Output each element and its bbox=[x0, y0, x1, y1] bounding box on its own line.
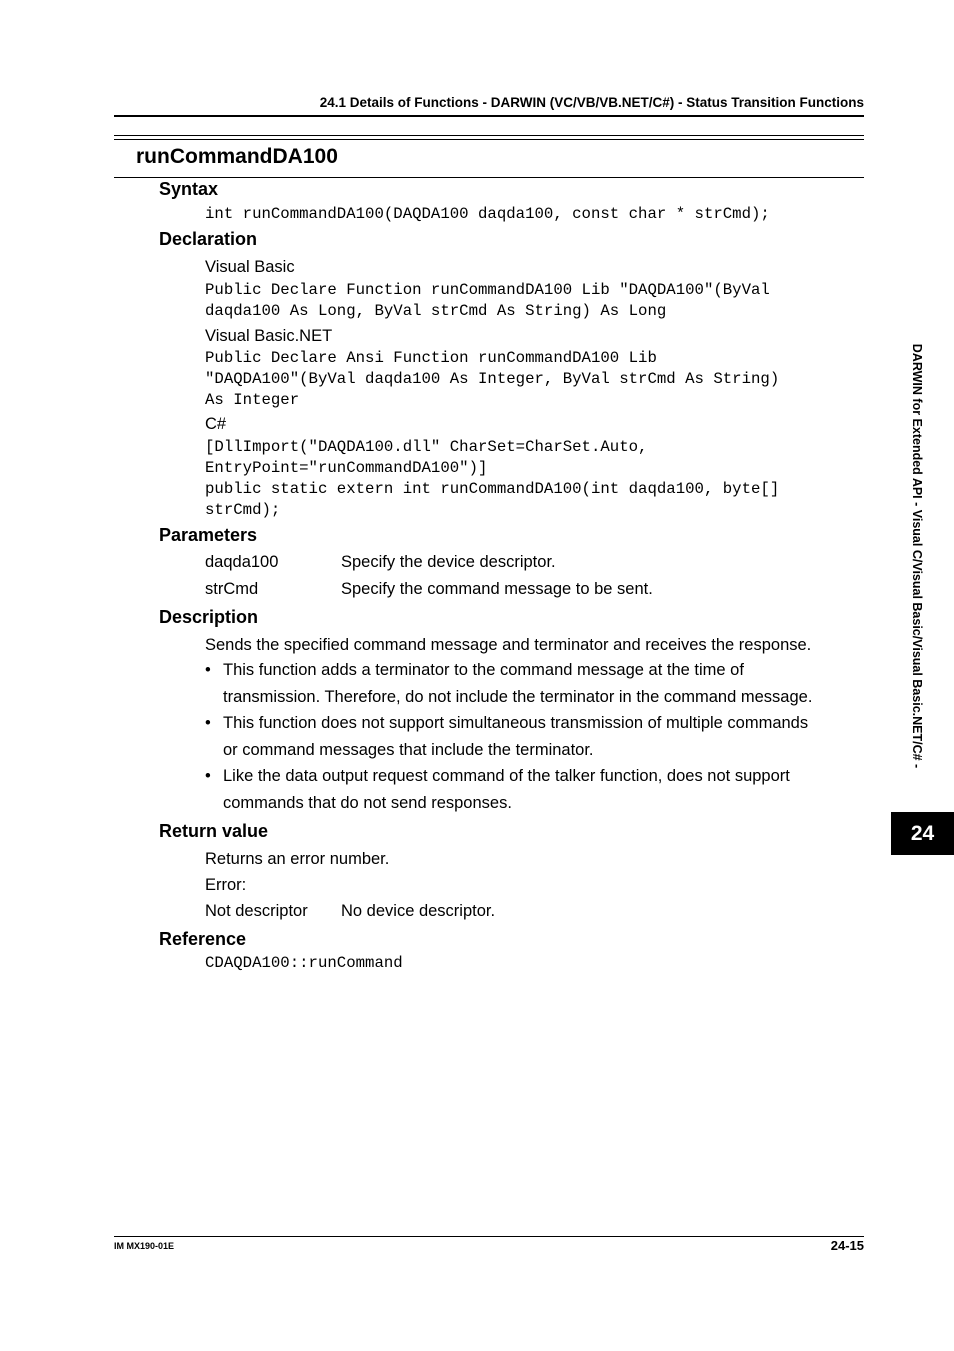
vbnet-code-line: "DAQDA100"(ByVal daqda100 As Integer, ByVal strCmd As String) bbox=[205, 370, 780, 388]
error-term: Not descriptor bbox=[205, 902, 308, 920]
cs-code-line: public static extern int runCommandDA100(int daqda100, byte[] bbox=[205, 480, 780, 498]
reference-heading: Reference bbox=[159, 929, 247, 949]
vb-code-line: daqda100 As Long, ByVal strCmd As String) As Long bbox=[205, 302, 667, 320]
vb-code-line: Public Declare Function runCommandDA100 Lib "DAQDA100"(ByVal bbox=[205, 281, 770, 299]
parameter-name: strCmd bbox=[205, 580, 259, 598]
side-chapter-title-text: DARWIN for Extended API - Visual C/Visual Basic/Visual Basic.NET/C# - bbox=[910, 343, 924, 769]
declaration-heading: Declaration bbox=[159, 229, 258, 249]
vbnet-code-line: Public Declare Ansi Function runCommandDA100 Lib bbox=[205, 349, 657, 367]
header-rule bbox=[114, 115, 864, 117]
bullet-text-line: commands that do not send responses. bbox=[223, 794, 512, 812]
cs-code-line: EntryPoint="runCommandDA100")] bbox=[205, 459, 488, 477]
syntax-code: int runCommandDA100(DAQDA100 daqda100, const char * strCmd); bbox=[205, 205, 770, 223]
bullet-marker: • bbox=[205, 767, 211, 785]
return-value-text: Returns an error number. bbox=[205, 850, 390, 868]
bullet-text-line: transmission. Therefore, do not include the terminator in the command message. bbox=[223, 688, 813, 706]
parameter-name: daqda100 bbox=[205, 553, 279, 571]
cs-label: C# bbox=[205, 415, 227, 433]
bullet-marker: • bbox=[205, 714, 211, 732]
function-title: runCommandDA100 bbox=[136, 145, 338, 168]
bullet-text-line: Like the data output request command of the talker function, does not support bbox=[223, 767, 790, 785]
footer-rule bbox=[114, 1236, 864, 1237]
description-intro: Sends the specified command message and terminator and receives the response. bbox=[205, 636, 812, 654]
parameter-desc: Specify the device descriptor. bbox=[341, 553, 556, 571]
bullet-text-line: This function does not support simultaneous transmission of multiple commands bbox=[223, 714, 809, 732]
error-desc: No device descriptor. bbox=[341, 902, 496, 920]
error-label: Error: bbox=[205, 876, 247, 894]
running-header: 24.1 Details of Functions - DARWIN (VC/VB/VB.NET/C#) - Status Transition Functions bbox=[319, 95, 864, 110]
vb-label: Visual Basic bbox=[205, 258, 295, 276]
footer-page-number: 24-15 bbox=[830, 1238, 864, 1253]
footer-doc-id: IM MX190-01E bbox=[114, 1241, 175, 1251]
cs-code-line: strCmd); bbox=[205, 501, 281, 519]
vbnet-label: Visual Basic.NET bbox=[205, 327, 333, 345]
title-rule-top-2 bbox=[114, 139, 864, 140]
chapter-number: 24 bbox=[910, 821, 935, 845]
parameters-heading: Parameters bbox=[159, 525, 258, 545]
bullet-marker: • bbox=[205, 661, 211, 679]
bullet-text-line: or command messages that include the terminator. bbox=[223, 741, 594, 759]
bullet-text-line: This function adds a terminator to the command message at the time of bbox=[223, 661, 744, 679]
vbnet-code-line: As Integer bbox=[205, 391, 300, 409]
title-rule-top-1 bbox=[114, 135, 864, 136]
syntax-heading: Syntax bbox=[159, 179, 219, 199]
title-rule-bottom bbox=[114, 177, 864, 178]
cs-code-line: [DllImport("DAQDA100.dll" CharSet=CharSet.Auto, bbox=[205, 438, 648, 456]
return-value-heading: Return value bbox=[159, 821, 269, 841]
parameter-desc: Specify the command message to be sent. bbox=[341, 580, 653, 598]
reference-code: CDAQDA100::runCommand bbox=[205, 954, 403, 972]
chapter-tab bbox=[891, 812, 954, 855]
description-heading: Description bbox=[159, 607, 259, 627]
